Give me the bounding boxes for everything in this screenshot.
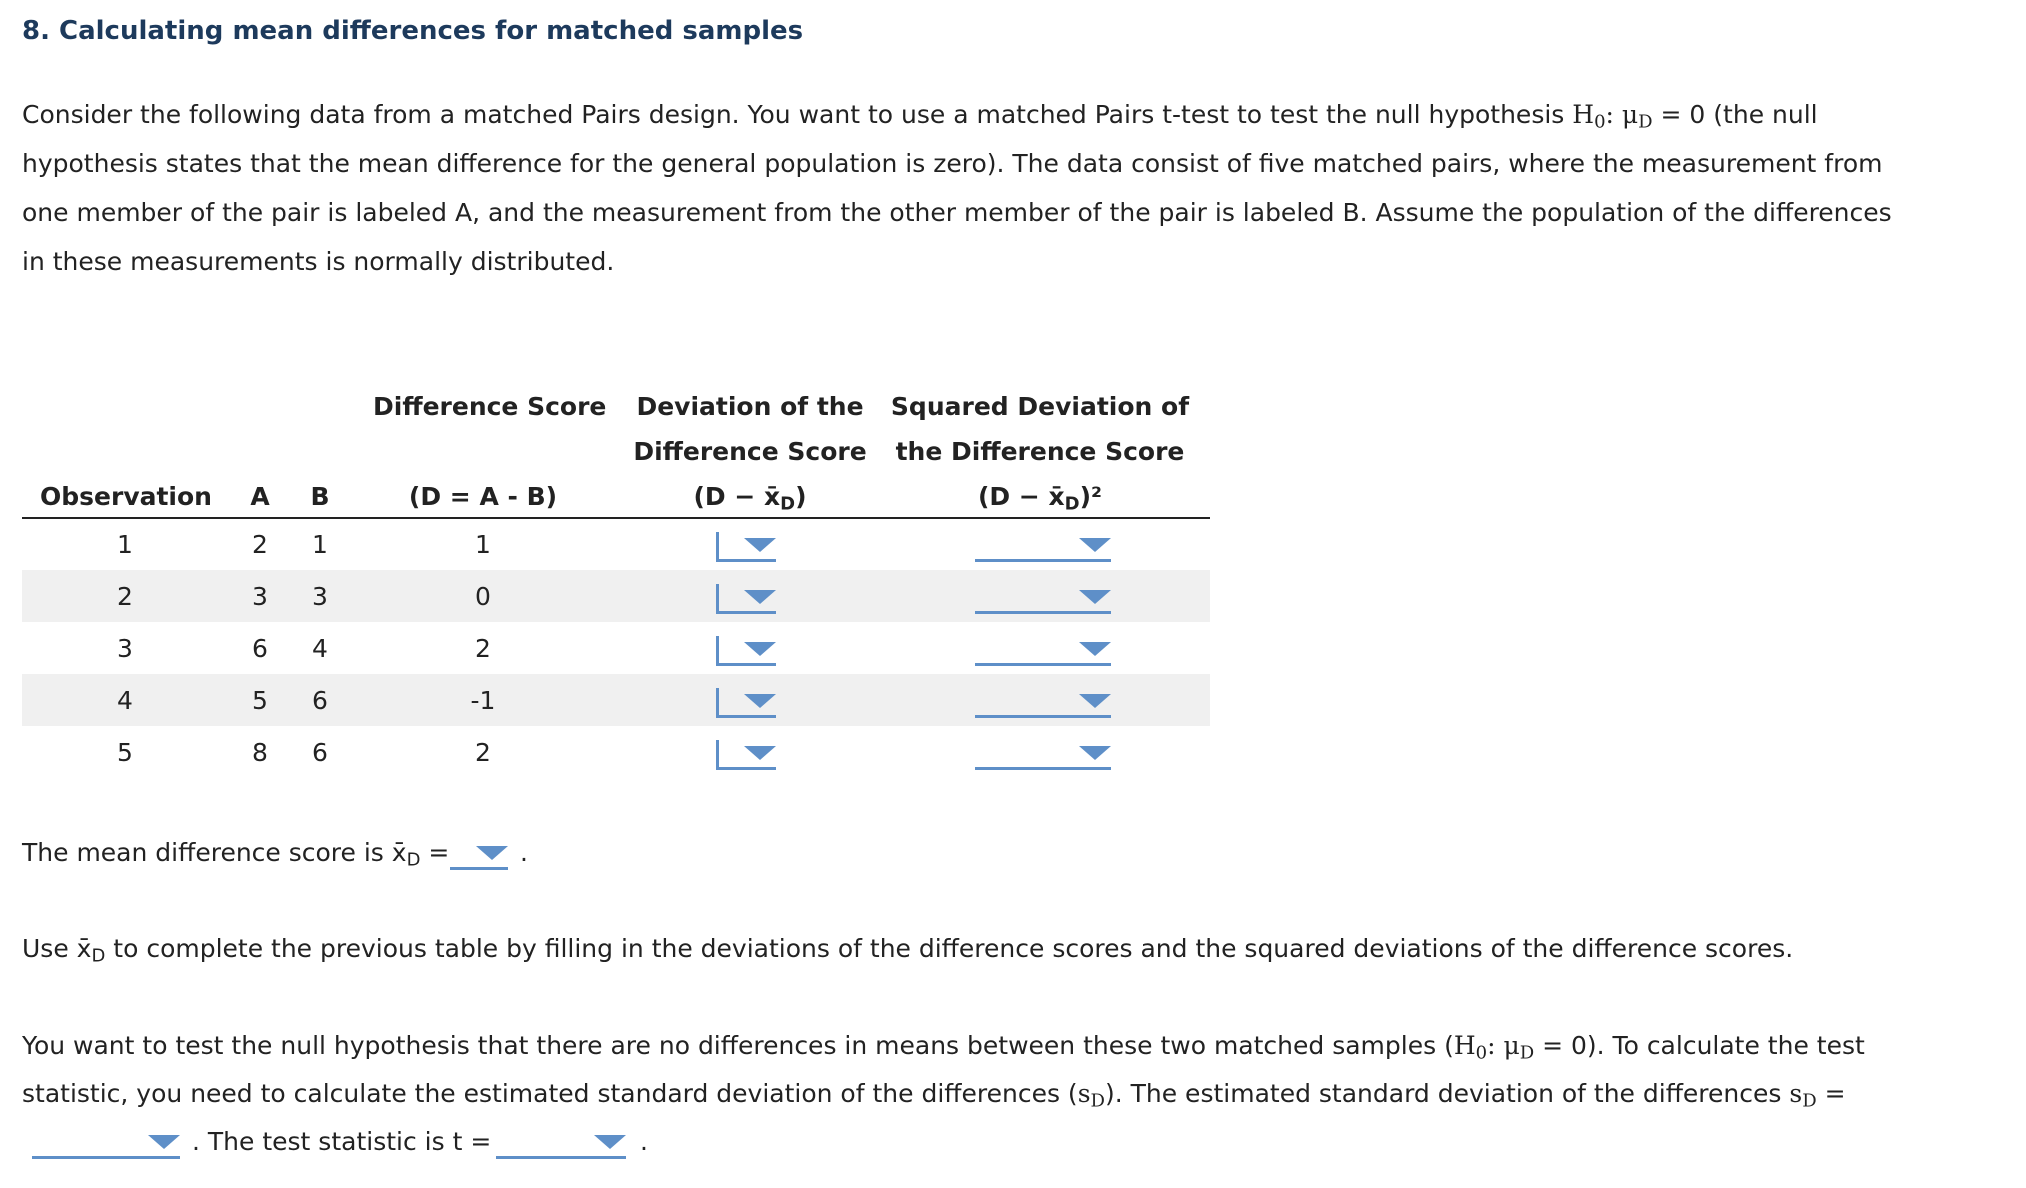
hypothesis-mu: : μ bbox=[1605, 100, 1639, 129]
deviation-dropdown-row-4[interactable] bbox=[716, 690, 776, 718]
chevron-down-icon bbox=[744, 590, 776, 604]
cell-observation: 1 bbox=[117, 530, 133, 559]
cell-a: 2 bbox=[252, 530, 268, 559]
cell-difference: 2 bbox=[475, 634, 491, 663]
deviation-dropdown-row-2[interactable] bbox=[716, 586, 776, 614]
chevron-down-icon bbox=[1079, 694, 1111, 708]
squared-deviation-dropdown-row-2[interactable] bbox=[975, 586, 1111, 614]
cell-difference: 1 bbox=[475, 530, 491, 559]
cell-b: 4 bbox=[312, 634, 328, 663]
squared-deviation-dropdown-row-3[interactable] bbox=[975, 638, 1111, 666]
cell-b: 6 bbox=[312, 686, 328, 715]
page-title: 8. Calculating mean differences for matched samples bbox=[22, 16, 804, 46]
mean-difference-dropdown[interactable] bbox=[450, 842, 508, 870]
chevron-down-icon bbox=[594, 1135, 626, 1149]
chevron-down-icon bbox=[744, 694, 776, 708]
squared-deviation-dropdown-row-1[interactable] bbox=[975, 534, 1111, 562]
intro-line-3: one member of the pair is labeled A, and the measurement from the other member of the pair is labeled B. Assume the population of the differences bbox=[22, 198, 1892, 227]
header-b: B bbox=[310, 482, 330, 511]
cell-a: 5 bbox=[252, 686, 268, 715]
chevron-down-icon bbox=[1079, 538, 1111, 552]
header-deviation-l3: $(D - x̄_D)$ bbox=[693, 482, 807, 515]
cell-difference: -1 bbox=[470, 686, 496, 715]
header-squared-deviation-l3: $(D - x̄_D)^2$ bbox=[977, 482, 1102, 515]
chevron-down-icon bbox=[744, 746, 776, 760]
header-deviation-l1: Deviation of the bbox=[636, 392, 864, 421]
header-squared-deviation-l1: Squared Deviation of bbox=[890, 392, 1190, 421]
deviation-dropdown-row-1[interactable] bbox=[716, 534, 776, 562]
chevron-down-icon bbox=[1079, 642, 1111, 656]
hypothesis-h: H bbox=[1572, 100, 1595, 129]
squared-deviation-dropdown-row-4[interactable] bbox=[975, 690, 1111, 718]
test-line-2: statistic, you need to calculate the estimated standard deviation of the differences $(s_D)$. The estimated standard deviation of the differences $s_D$ = bbox=[22, 1079, 1846, 1112]
header-rule bbox=[22, 517, 1210, 519]
intro-text: Consider the following data from a matched Pairs design. You want to use a matched Pairs t-test to test the null hypothesis bbox=[22, 100, 1573, 129]
chevron-down-icon bbox=[476, 846, 508, 860]
mean-difference-sentence: The mean difference score is $x̄_D$ = bbox=[22, 838, 450, 871]
chevron-down-icon bbox=[1079, 746, 1111, 760]
cell-observation: 3 bbox=[117, 634, 133, 663]
cell-b: 6 bbox=[312, 738, 328, 767]
chevron-down-icon bbox=[744, 538, 776, 552]
hypothesis-sub-0: 0 bbox=[1594, 111, 1606, 133]
chevron-down-icon bbox=[148, 1135, 180, 1149]
cell-difference: 0 bbox=[475, 582, 491, 611]
chevron-down-icon bbox=[744, 642, 776, 656]
header-squared-deviation-l2: the Difference Score bbox=[895, 437, 1185, 466]
use-instruction: Use $x̄_D$ to complete the previous table by filling in the deviations of the difference scores and the squared deviations of the difference scores. bbox=[22, 934, 1794, 967]
mean-difference-period: . bbox=[520, 838, 528, 867]
squared-deviation-dropdown-row-5[interactable] bbox=[975, 742, 1111, 770]
test-statistic-dropdown[interactable] bbox=[496, 1131, 626, 1159]
test-statistic-period: . bbox=[640, 1127, 648, 1156]
cell-observation: 4 bbox=[117, 686, 133, 715]
header-observation: Observation bbox=[40, 482, 212, 511]
header-deviation-l2: Difference Score bbox=[633, 437, 867, 466]
cell-a: 3 bbox=[252, 582, 268, 611]
header-a: A bbox=[250, 482, 270, 511]
cell-observation: 2 bbox=[117, 582, 133, 611]
cell-b: 1 bbox=[312, 530, 328, 559]
std-deviation-dropdown[interactable] bbox=[32, 1131, 180, 1159]
header-difference-score-l1: Difference Score bbox=[373, 392, 607, 421]
cell-observation: 5 bbox=[117, 738, 133, 767]
test-statistic-label: . The test statistic is t = bbox=[192, 1127, 492, 1156]
intro-line-4: in these measurements is normally distributed. bbox=[22, 247, 615, 276]
chevron-down-icon bbox=[1079, 590, 1111, 604]
hypothesis-eq: = 0 (the null bbox=[1652, 100, 1818, 129]
deviation-dropdown-row-5[interactable] bbox=[716, 742, 776, 770]
cell-a: 6 bbox=[252, 634, 268, 663]
test-line-1: You want to test the null hypothesis that there are no differences in means between these two matched samples ($H_0$: $\mu_D = 0$). To calculate the test bbox=[22, 1031, 1865, 1064]
cell-b: 3 bbox=[312, 582, 328, 611]
header-difference-score-l3: (D = A - B) bbox=[408, 482, 558, 511]
deviation-dropdown-row-3[interactable] bbox=[716, 638, 776, 666]
hypothesis-sub-d: D bbox=[1638, 111, 1653, 133]
intro-line-2: hypothesis states that the mean difference for the general population is zero). The data consist of five matched pairs, where the measurement from bbox=[22, 149, 1883, 178]
cell-a: 8 bbox=[252, 738, 268, 767]
cell-difference: 2 bbox=[475, 738, 491, 767]
